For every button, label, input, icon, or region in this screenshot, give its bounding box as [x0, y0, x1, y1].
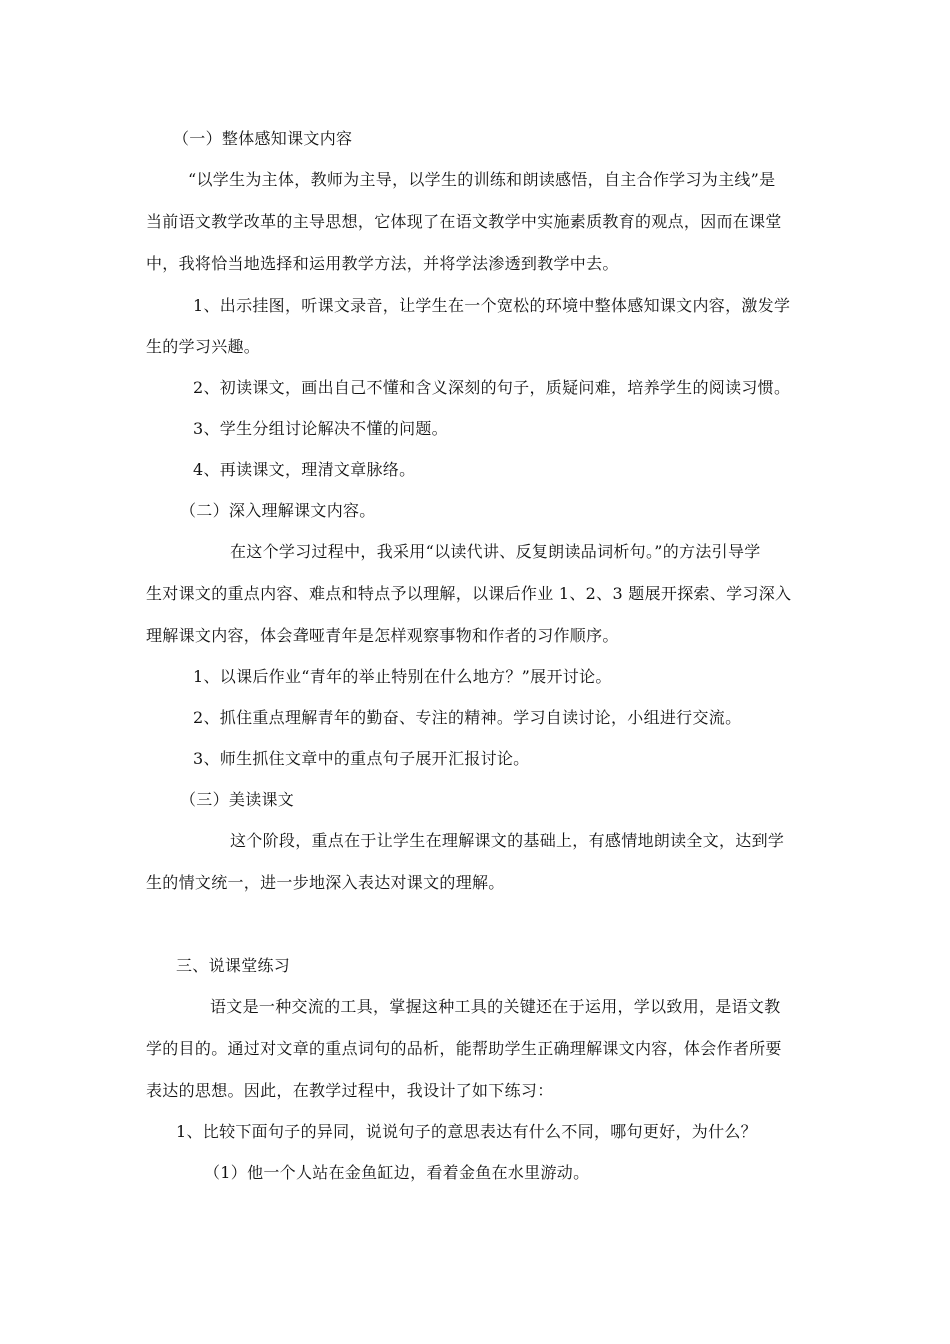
exercise-1: 1、比较下面句子的异同，说说句子的意思表达有什么不同，哪句更好，为什么？ [176, 1122, 757, 1141]
exercise-1-sentence-1: （1）他一个人站在金鱼缸边，看着金鱼在水里游动。 [204, 1163, 590, 1182]
part-3-body-line-1: 语文是一种交流的工具，掌握这种工具的关键还在于运用，学以致用，是语文教 [210, 997, 781, 1016]
section-1-item-3: 3、学生分组讨论解决不懂的问题。 [193, 419, 448, 438]
section-2-item-3: 3、师生抓住文章中的重点句子展开汇报讨论。 [193, 749, 530, 768]
section-1-item-1-line-2: 生的学习兴趣。 [146, 337, 261, 356]
section-1-intro-line-1: “以学生为主体，教师为主导，以学生的训练和朗读感悟，自主合作学习为主线”是 [188, 170, 776, 189]
section-1-item-2: 2、初读课文，画出自己不懂和含义深刻的句子，质疑问难，培养学生的阅读习惯。 [193, 378, 791, 397]
section-2-heading: （二）深入理解课文内容。 [180, 501, 376, 520]
section-2-intro-line-2: 生对课文的重点内容、难点和特点予以理解，以课后作业 1、2、3 题展开探索、学习深入 [146, 584, 792, 603]
section-2-intro-line-3: 理解课文内容，体会聋哑青年是怎样观察事物和作者的习作顺序。 [146, 626, 619, 645]
section-2-item-2: 2、抓住重点理解青年的勤奋、专注的精神。学习自读讨论，小组进行交流。 [193, 708, 742, 727]
section-1-intro-line-3: 中，我将恰当地选择和运用教学方法，并将学法渗透到教学中去。 [146, 254, 619, 273]
section-3-body-line-2: 生的情文统一，进一步地深入表达对课文的理解。 [146, 873, 505, 892]
section-1-intro-line-2: 当前语文教学改革的主导思想，它体现了在语文教学中实施素质教育的观点，因而在课堂 [146, 212, 782, 231]
section-3-body-line-1: 这个阶段，重点在于让学生在理解课文的基础上，有感情地朗读全文，达到学 [230, 831, 785, 850]
part-3-heading: 三、说课堂练习 [176, 956, 291, 975]
section-1-item-1-line-1: 1、出示挂图，听课文录音，让学生在一个宽松的环境中整体感知课文内容，激发学 [193, 296, 791, 315]
part-3-body-line-2: 学的目的。通过对文章的重点词句的品析，能帮助学生正确理解课文内容，体会作者所要 [146, 1039, 782, 1058]
section-3-heading: （三）美读课文 [180, 790, 295, 809]
section-2-intro-line-1: 在这个学习过程中，我采用“以读代讲、反复朗读品词析句。”的方法引导学 [230, 542, 761, 561]
section-1-item-4: 4、再读课文，理清文章脉络。 [193, 460, 416, 479]
section-1-heading: （一）整体感知课文内容 [173, 129, 353, 148]
part-3-body-line-3: 表达的思想。因此，在教学过程中，我设计了如下练习： [146, 1081, 554, 1100]
section-2-item-1: 1、以课后作业“青年的举止特别在什么地方？”展开讨论。 [193, 667, 612, 686]
